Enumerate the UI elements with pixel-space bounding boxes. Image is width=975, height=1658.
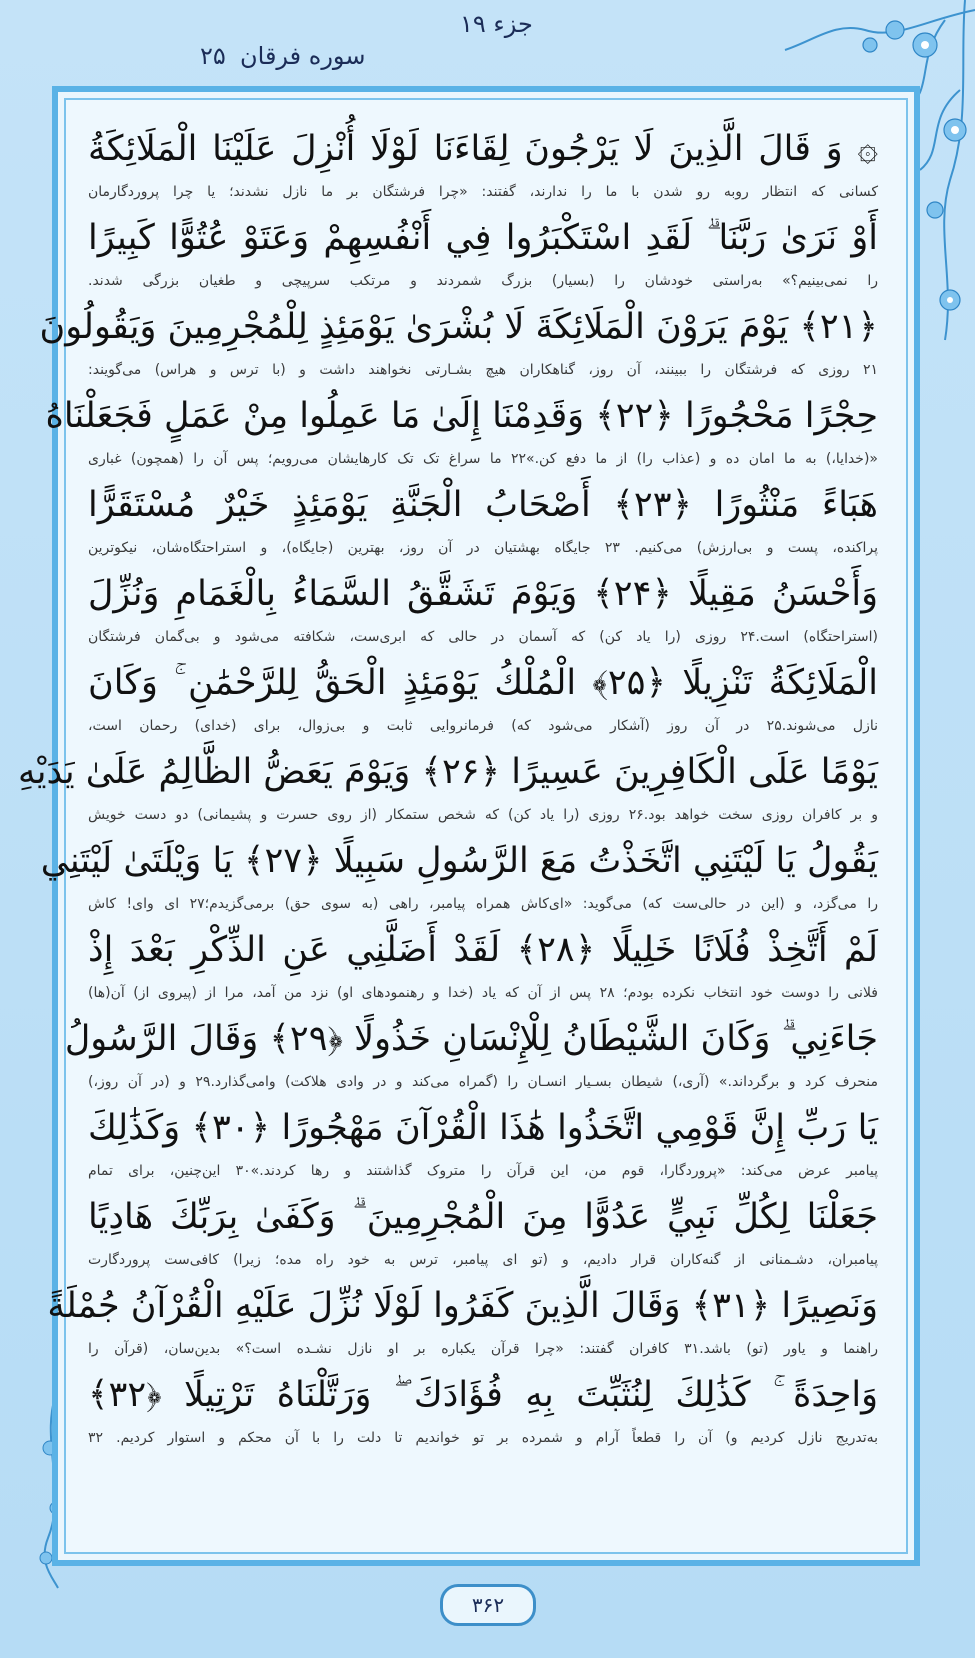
verse-group: [88, 1097, 878, 1184]
verse-group: [88, 207, 878, 294]
arabic-line: وَأَحْسَنُ مَقِيلًا ﴿۲۴﴾ وَيَوْمَ تَشَقَّقُ السَّمَاءُ بِالْغَمَامِ وَنُزِّلَ: [88, 574, 878, 614]
arabic-line: يَوْمًا عَلَى الْكَافِرِينَ عَسِيرًا ﴿۲۶﴾ وَيَوْمَ يَعَضُّ الظَّالِمُ عَلَىٰ يَدَيْهِ: [17, 752, 878, 792]
persian-translation-line: را می‌گزد، و (این در حالی‌ست که) می‌گوید: «ای‌کاش همراه پیامبر، راهی (به سوی حق) برمی‌گزیدم؛۲۷ ای وای! کاش: [88, 896, 878, 912]
persian-translation-line: (استراحتگاه) است.۲۴ روزی (را یاد کن) که آسمان در حالی که ابری‌ست، شکافته می‌شود و بی‌گمان فرشتگان: [88, 629, 878, 645]
arabic-line: لَمْ أَتَّخِذْ فُلَانًا خَلِيلًا ﴿۲۸﴾ لَقَدْ أَضَلَّنِي عَنِ الذِّكْرِ بَعْدَ إِذْ: [88, 930, 878, 970]
surah-number: ۲۵: [200, 42, 226, 70]
persian-translation-line: و بر کافران روزی سخت خواهد بود.۲۶ روزی (را یاد کن) که شخص ستمکار (از روی حسرت و پشیمانی) دو دست خویش: [88, 807, 879, 823]
verse-group: [88, 1364, 878, 1451]
arabic-line: جَاءَنِي ۗ وَكَانَ الشَّيْطَانُ لِلْإِنْسَانِ خَذُولًا ﴿۲۹﴾ وَقَالَ الرَّسُولُ: [64, 1019, 878, 1059]
persian-translation-line: منحرف کرد و برگرداند.» (آری،) شیطان بسـیار انسـان را (گمراه می‌کند و در وادی هلاکت) وامی‌گذارد.۲۹ و (در آن روز،): [88, 1074, 878, 1090]
verse-group: [88, 652, 878, 739]
arabic-line: وَاحِدَةً ۚ كَذَٰلِكَ لِنُثَبِّتَ بِهِ فُؤَادَكَ ۖ وَرَتَّلْنَاهُ تَرْتِيلًا ﴿۳۲﴾: [88, 1375, 878, 1415]
persian-translation-line: «(خدایا،) به ما امان ده و (عذاب را) از ما دفع کن.»۲۲ ما سراغ تک تک کارهایشان می‌رویم؛ پس آن را (همچون) غباری: [88, 451, 878, 467]
verse-group: [45, 385, 878, 472]
verse-group: [17, 741, 879, 828]
persian-translation-line: فلانی را دوست خود انتخاب نکرده بودم؛ ۲۸ پس از آن که یاد (خدا و رهنمودهای او) نزد من آمد، مرا از (پیروی از) آن(ها): [88, 985, 879, 1001]
arabic-line: يَقُولُ يَا لَيْتَنِي اتَّخَذْتُ مَعَ الرَّسُولِ سَبِيلًا ﴿۲۷﴾ يَا وَيْلَتَىٰ لَيْتَنِي: [40, 841, 878, 881]
persian-translation-line: پیامبر عرض می‌کند: «پروردگارا، قوم من، این قرآن را متروک گذاشتند و رها کردند.»۳۰ این‌چنین، برای تمام: [88, 1163, 879, 1179]
arabic-line: جَعَلْنَا لِكُلِّ نَبِيٍّ عَدُوًّا مِنَ الْمُجْرِمِينَ ۗ وَكَفَىٰ بِرَبِّكَ هَادِيًا: [88, 1197, 878, 1237]
arabic-line: هَبَاءً مَنْثُورًا ﴿۲۳﴾ أَصْحَابُ الْجَنَّةِ يَوْمَئِذٍ خَيْرٌ مُسْتَقَرًّا: [88, 485, 878, 525]
persian-translation-line: پیامبران، دشـمنانی از گنه‌کاران قرار دادیم، و (تو ای پیامبر، ترس به خود راه مده؛ زیرا) کافی‌ست پروردگارت: [88, 1252, 878, 1268]
juz-label: جزء ۱۹: [460, 10, 533, 38]
arabic-line: يَا رَبِّ إِنَّ قَوْمِي اتَّخَذُوا هَٰذَا الْقُرْآنَ مَهْجُورًا ﴿۳۰﴾ وَكَذَٰلِكَ: [88, 1108, 878, 1148]
arabic-line: الْمَلَائِكَةُ تَنْزِيلًا ﴿۲۵﴾ الْمُلْكُ يَوْمَئِذٍ الْحَقُّ لِلرَّحْمَٰنِ ۚ وَكَانَ: [88, 663, 878, 703]
persian-translation-line: را نمی‌بینیم؟» به‌راستی خودشان را (بسیار) بزرگ شمردند و مرتکب سرپیچی و طغیان بزرگی شدند.: [88, 273, 878, 289]
verse-group: [47, 1275, 878, 1362]
arabic-line: ۞ وَ قَالَ الَّذِينَ لَا يَرْجُونَ لِقَاءَنَا لَوْلَا أُنْزِلَ عَلَيْنَا الْمَلَائِكَةُ: [88, 129, 878, 169]
verse-group: [88, 474, 878, 561]
persian-translation-line: ۲۱ روزی که فرشتگان را ببینند، آن روز، گناهکاران هیچ بشـارتی نخواهند داشت و (با ترس و هراس) می‌گویند:: [88, 362, 878, 378]
arabic-line: أَوْ نَرَىٰ رَبَّنَا ۗ لَقَدِ اسْتَكْبَرُوا فِي أَنْفُسِهِمْ وَعَتَوْ عُتُوًّا كَبِيرًا: [88, 218, 878, 258]
page-number: ۳۶۲: [440, 1584, 536, 1626]
verse-group: [88, 118, 878, 205]
arabic-line: حِجْرًا مَحْجُورًا ﴿۲۲﴾ وَقَدِمْنَا إِلَىٰ مَا عَمِلُوا مِنْ عَمَلٍ فَجَعَلْنَاهُ: [45, 396, 878, 436]
persian-translation-line: کسانی که انتظار رو‌به رو شدن با ما را ندارند، گفتند: «چرا فرشتگان بر ما نازل نشدند؛ یا چرا پروردگارمان: [88, 184, 878, 200]
verse-group: [88, 919, 878, 1006]
verse-group: [88, 563, 878, 650]
verse-group: [64, 1008, 878, 1095]
verse-group: [39, 296, 878, 383]
verse-group: [88, 1186, 878, 1273]
persian-translation-line: پراکنده، پست و بی‌ارزش) می‌کنیم. ۲۳ جایگاه بهشتیان در آن روز، بهترین (جایگاه)، و استراحتگاه‌شان، نیکوترین: [88, 540, 878, 556]
surah-name: سوره فرقان: [240, 42, 366, 70]
page-header: [0, 0, 975, 82]
persian-translation-line: راهنما و یاور (تو) باشد.۳۱ کافران گفتند: «چرا قرآن یکباره بر او نازل نشـده است؟» بدین‌سان، (قرآن را: [88, 1341, 878, 1357]
arabic-line: ﴿۲۱﴾ يَوْمَ يَرَوْنَ الْمَلَائِكَةَ لَا بُشْرَىٰ يَوْمَئِذٍ لِلْمُجْرِمِينَ وَيَقُولُونَ: [39, 307, 878, 347]
persian-translation-line: نازل می‌شوند.۲۵ در آن روز (آشکار می‌شود که) فرمانروایی ثابت و بی‌زوال، برای (خدای) رحمان است،: [88, 718, 878, 734]
verse-group: [40, 830, 878, 917]
arabic-line: وَنَصِيرًا ﴿۳۱﴾ وَقَالَ الَّذِينَ كَفَرُوا لَوْلَا نُزِّلَ عَلَيْهِ الْقُرْآنُ جُمْلَةً: [47, 1286, 878, 1326]
quran-text-block: [17, 118, 879, 1453]
persian-translation-line: به‌تدریج نازل کردیم و) آن را قطعاً آرام و شمرده بر تو خواندیم تا دلت را با آن محکم و استوار کردیم. ۳۲: [88, 1430, 878, 1446]
